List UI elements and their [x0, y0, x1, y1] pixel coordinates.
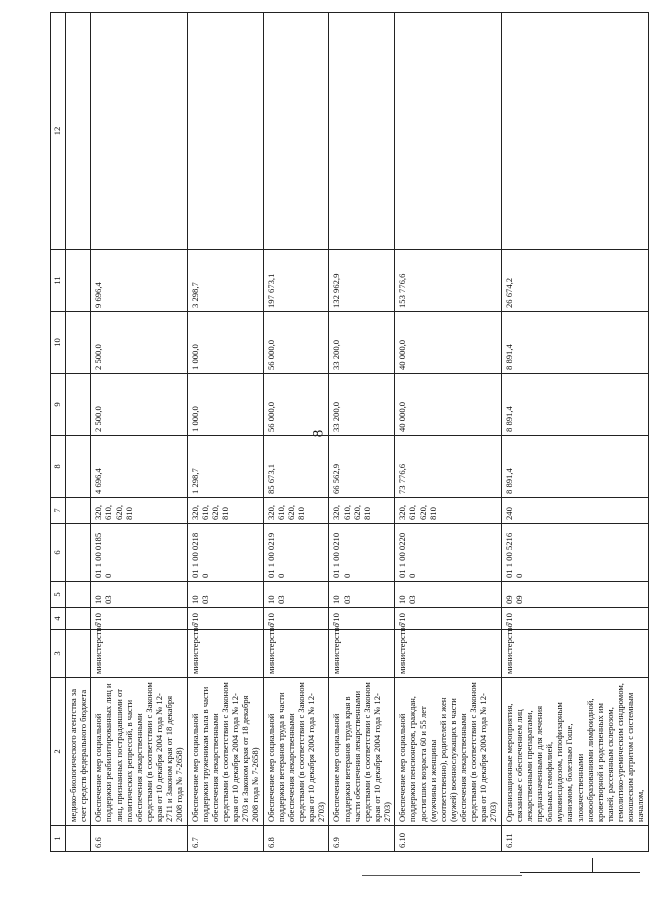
- row-description: Обеспечение мер социальной поддержки реабилитированных лиц и лиц, признанных пострадавшими от политических репрессий, в части обеспечения лекарственными средствами (в соответствии с Законом края от 10 декабря 2004 года № 12-2711 и Законом края от 18 декабря 2008 года № 7-2658): [91, 678, 187, 826]
- row-year3: 56 000,0: [263, 312, 329, 374]
- header-cell: 3: [51, 630, 66, 678]
- row-section: 10 03: [187, 582, 263, 608]
- row-grbs: 710: [395, 608, 501, 630]
- row-target-code: 01 1 00 0218 0: [187, 524, 263, 582]
- scan-mark: [592, 858, 593, 872]
- row-section: 10 03: [329, 582, 395, 608]
- table-row: [187, 13, 263, 852]
- header-cell: 2: [51, 678, 66, 826]
- row-grbs: 710: [187, 608, 263, 630]
- row-total: 153 776,6: [395, 250, 501, 312]
- row-section: 09 09: [501, 582, 648, 608]
- row-description: Организационные мероприятия, связанные с обеспечением лиц лекарственными препаратами, предназначенными для лечения больных гемофилией, муковисцидозом, гипофизарным нанизмом, болезнью Гоше, злокачественными новообразованиями лимфоидной, кроветворной и родственных им тканей, рассеянным склерозом, гемолитико-уремическим синдромом, юношеским артритом с системным началом,: [501, 678, 648, 826]
- row-grbs: 710: [91, 608, 187, 630]
- header-cell: 4: [51, 608, 66, 630]
- row-number: 6.11: [501, 826, 648, 852]
- row-result: [91, 13, 187, 250]
- row-number: 6.6: [91, 826, 187, 852]
- header-cell: 5: [51, 582, 66, 608]
- row-year2: 2 500,0: [91, 374, 187, 436]
- row-year3: 8 891,4: [501, 312, 648, 374]
- row-target-code: 01 1 00 0220 0: [395, 524, 501, 582]
- row-total: 9 696,4: [91, 250, 187, 312]
- row-year2: 56 000,0: [263, 374, 329, 436]
- row-executor: министерство: [187, 630, 263, 678]
- row-total: 26 674,2: [501, 250, 648, 312]
- table-row: [395, 13, 501, 852]
- table-row: [329, 13, 395, 852]
- row-grbs: 710: [329, 608, 395, 630]
- table-row: [91, 13, 187, 852]
- row-result: [501, 13, 648, 250]
- table-row: [501, 13, 648, 852]
- row-description: Обеспечение мер социальной поддержки труженикам тыла в части обеспечения лекарственными средствами (в соответствии с Законом края от 10 декабря 2004 года № 12-2703 и Законом края от 18 декабря 2008 года № 7-2658): [187, 678, 263, 826]
- row-year3: 1 000,0: [187, 312, 263, 374]
- row-expense-type: 320, 610, 620, 810: [91, 498, 187, 524]
- row-total: 3 298,7: [187, 250, 263, 312]
- row-expense-type: 320, 610, 620, 810: [187, 498, 263, 524]
- row-year3: 2 500,0: [91, 312, 187, 374]
- row-section: 10 03: [91, 582, 187, 608]
- header-row: [51, 13, 66, 852]
- row-target-code: 01 1 00 0210 0: [329, 524, 395, 582]
- row-description: Обеспечение мер социальной поддержки ветеранов труда края в части обеспечения лекарственными средствами (в соответствии с Законом края от 10 декабря 2004 года № 12-2703): [329, 678, 395, 826]
- header-cell: 12: [51, 13, 66, 250]
- header-cell: 1: [51, 826, 66, 852]
- row-result: [329, 13, 395, 250]
- row-result: [263, 13, 329, 250]
- row-description: Обеспечение мер социальной поддержки ветеранов труда в части обеспечения лекарственными средствами (в соответствии с Законом края от 10 декабря 2004 года № 12-2703): [263, 678, 329, 826]
- scan-line: [362, 875, 522, 876]
- row-number: 6.7: [187, 826, 263, 852]
- row-number: 6.8: [263, 826, 329, 852]
- header-cell: 10: [51, 312, 66, 374]
- fragment-text: медико-биологического агентства за счет средств федерального бюджета: [66, 678, 91, 826]
- row-expense-type: 320, 610, 620, 810: [263, 498, 329, 524]
- header-cell: 7: [51, 498, 66, 524]
- row-number: 6.9: [329, 826, 395, 852]
- row-result: [395, 13, 501, 250]
- row-section: 10 03: [395, 582, 501, 608]
- row-result: [187, 13, 263, 250]
- row-target-code: 01 1 00 0219 0: [263, 524, 329, 582]
- row-total: 197 673,1: [263, 250, 329, 312]
- row-executor: министерство: [501, 630, 648, 678]
- row-expense-type: 320, 610, 620, 810: [395, 498, 501, 524]
- row-number: 6.10: [395, 826, 501, 852]
- row-executor: министерство: [91, 630, 187, 678]
- row-year2: 40 000,0: [395, 374, 501, 436]
- row-grbs: 710: [501, 608, 648, 630]
- header-cell: 11: [51, 250, 66, 312]
- table-row: [263, 13, 329, 852]
- row-year3: 40 000,0: [395, 312, 501, 374]
- page-number: 8: [310, 429, 327, 438]
- row-year3: 33 200,0: [329, 312, 395, 374]
- row-expense-type: 320, 610, 620, 810: [329, 498, 395, 524]
- row-executor: министерство: [263, 630, 329, 678]
- row-year2: 8 891,4: [501, 374, 648, 436]
- row-description: Обеспечение мер социальной поддержки пенсионеров, граждан, достигших возраста 60 и 55 лет (мужчины и женщины соответственно), родителей и жен (мужей) военнослужащих в части обеспечения лекарственными средствами (в соответствии с Законом края от 10 декабря 2004 года № 12-2703): [395, 678, 501, 826]
- row-target-code: 01 1 00 0185 0: [91, 524, 187, 582]
- table-row-fragment: [66, 13, 91, 852]
- row-year1: 4 696,4: [91, 436, 187, 498]
- row-executor: министерство: [329, 630, 395, 678]
- row-executor: министерство: [395, 630, 501, 678]
- row-year1: 66 562,9: [329, 436, 395, 498]
- row-year1: 8 891,4: [501, 436, 648, 498]
- row-year2: 1 000,0: [187, 374, 263, 436]
- header-cell: 6: [51, 524, 66, 582]
- row-year1: 73 776,6: [395, 436, 501, 498]
- row-total: 132 962,9: [329, 250, 395, 312]
- budget-table: [50, 12, 649, 852]
- row-year1: 85 673,1: [263, 436, 329, 498]
- row-section: 10 03: [263, 582, 329, 608]
- header-cell: 8: [51, 436, 66, 498]
- header-cell: 9: [51, 374, 66, 436]
- row-target-code: 01 1 00 5216 0: [501, 524, 648, 582]
- budget-table-rotated: [50, 12, 646, 852]
- row-year1: 1 298,7: [187, 436, 263, 498]
- row-expense-type: 240: [501, 498, 648, 524]
- scan-line: [520, 872, 640, 873]
- row-year2: 33 200,0: [329, 374, 395, 436]
- row-grbs: 710: [263, 608, 329, 630]
